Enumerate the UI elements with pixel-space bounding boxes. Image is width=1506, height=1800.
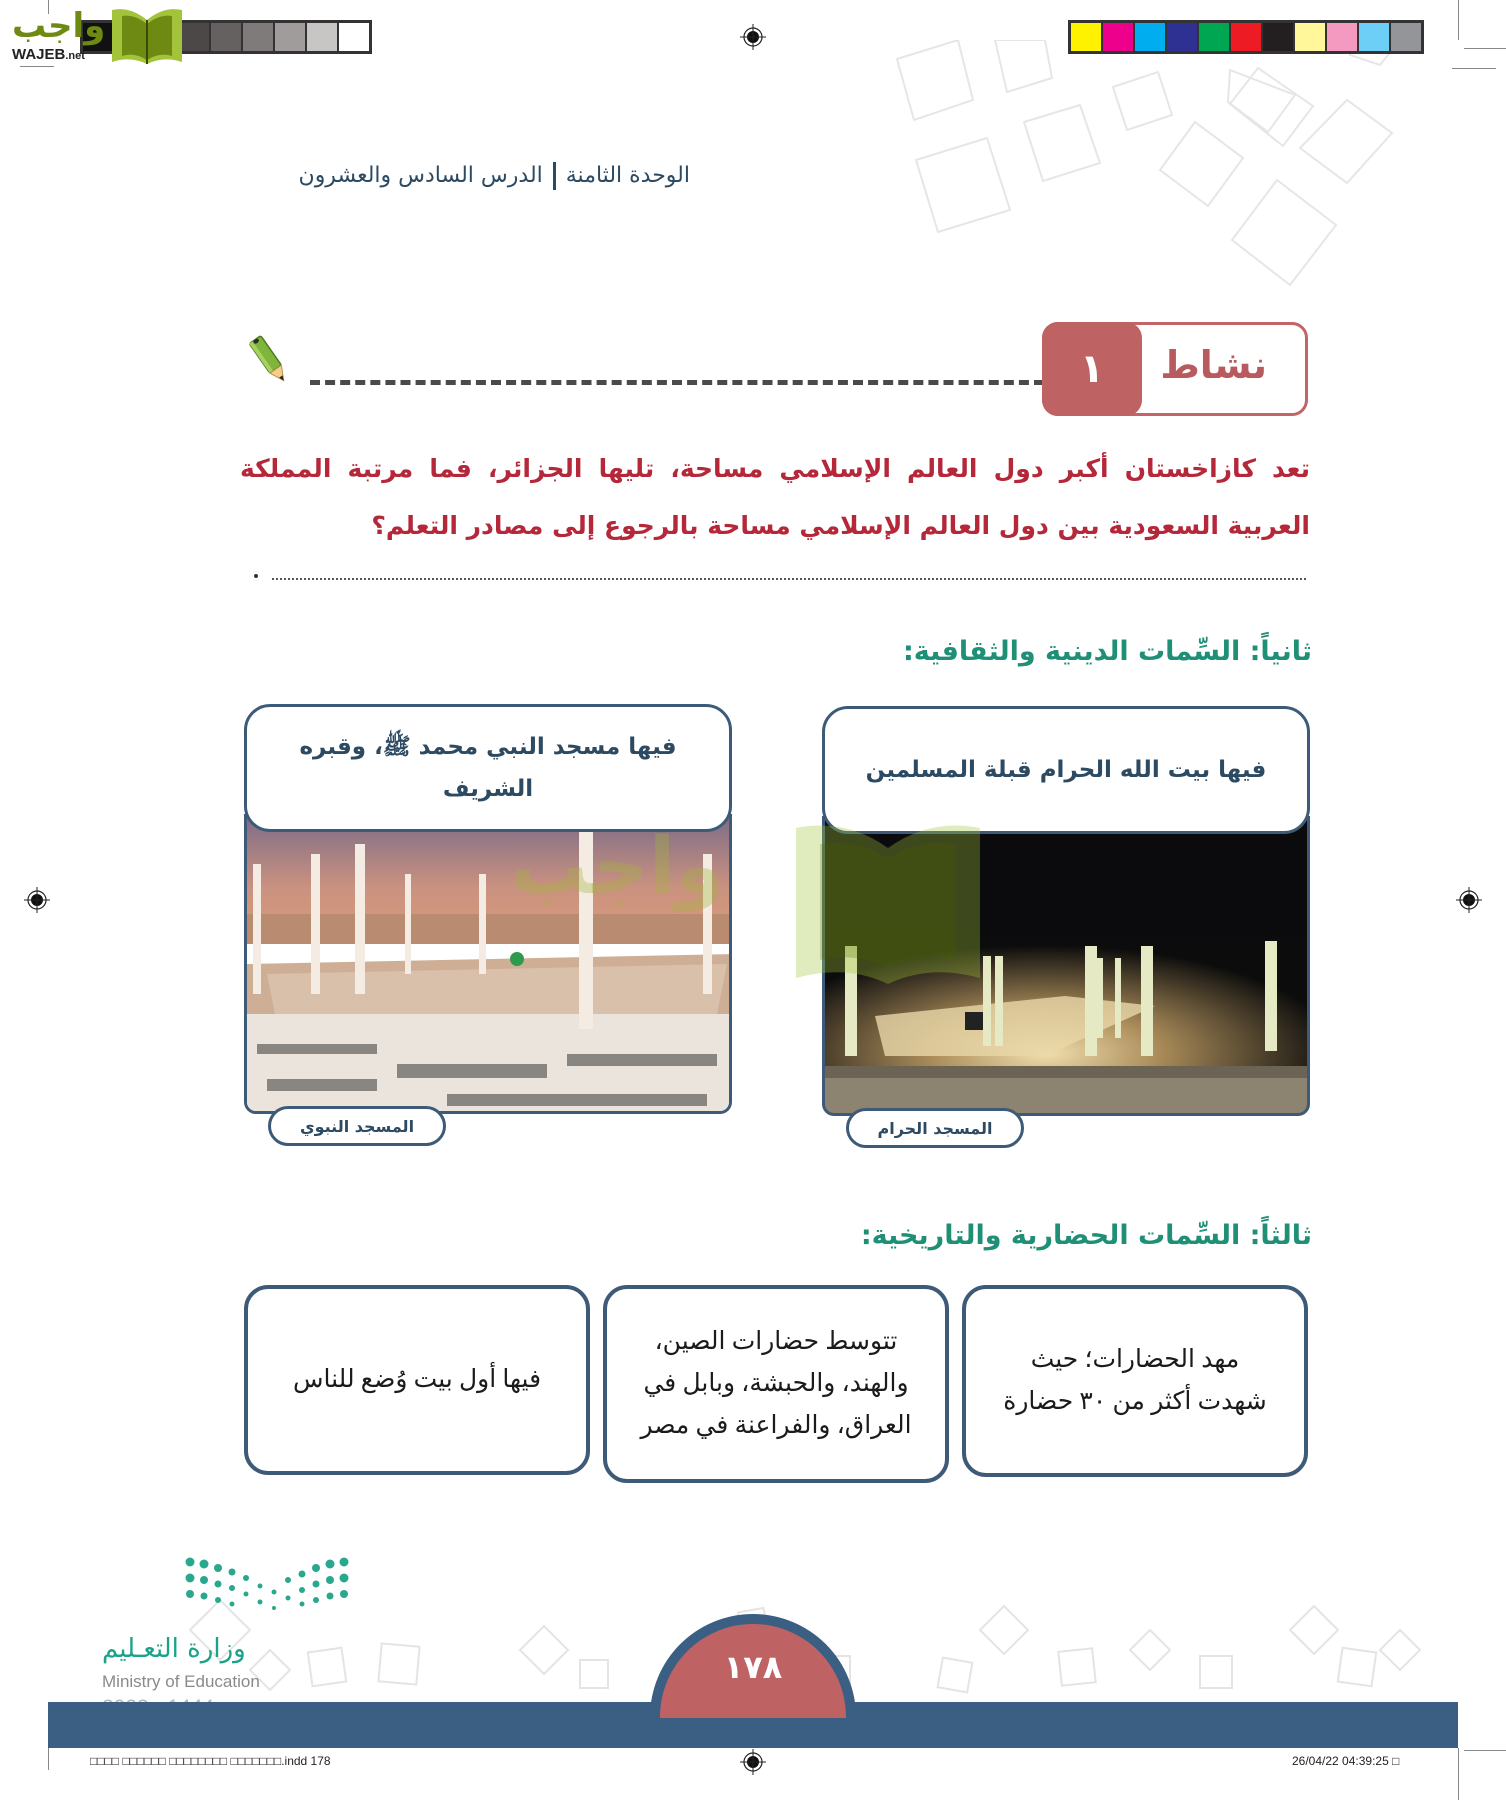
ministry-of-education-logo xyxy=(96,1556,356,1726)
registration-mark-icon xyxy=(24,887,50,913)
photo-label: المسجد النبوي xyxy=(268,1106,446,1146)
breadcrumb-separator xyxy=(553,162,556,190)
wajeb-watermark-text: واجب xyxy=(510,822,725,912)
section-heading-religious-cultural: ثانياً: السِّمات الدينية والثقافية: xyxy=(903,636,1312,667)
crop-mark xyxy=(1458,0,1459,40)
activity-label: نشاط xyxy=(1160,343,1267,387)
registration-mark-icon xyxy=(740,1749,766,1775)
page-number: ١٧٨ xyxy=(723,1648,783,1686)
activity-question: تعد كازاخستان أكبر دول العالم الإسلامي مساحة، تليها الجزائر، فما مرتبة المملكة العربية السعودية بين دول العالم الإسلامي مساحة بالرجوع إلى مصادر التعلم؟ xyxy=(240,454,1310,540)
answer-bullet xyxy=(254,574,258,578)
photo-card-masjid-haram xyxy=(822,706,1310,1156)
lesson-breadcrumb xyxy=(299,162,690,190)
wajeb-logo-arabic: واجب xyxy=(12,6,106,46)
photo-card-masjid-nabawi xyxy=(244,704,732,1154)
print-slug-filename: □□□□ □□□□□□ □□□□□□□□ □□□□□□□.indd 178 xyxy=(90,1754,331,1768)
wajeb-logo-latin: WAJEB.net xyxy=(12,46,85,63)
crop-mark xyxy=(1464,1750,1506,1751)
ministry-name-english: Ministry of Education xyxy=(102,1672,260,1691)
print-slug-timestamp: 26/04/22 04:39:25 □ xyxy=(1292,1754,1400,1768)
masjid-haram-illustration xyxy=(825,816,1310,1116)
section-heading-civilizational-historical: ثالثاً: السِّمات الحضارية والتاريخية: xyxy=(860,1220,1312,1251)
unit-title: الوحدة الثامنة xyxy=(565,163,690,188)
card-caption: فيها بيت الله الحرام قبلة المسلمين xyxy=(822,706,1310,834)
masjid-nabawi-photo xyxy=(244,814,732,1114)
background-square-pattern xyxy=(880,40,1440,300)
masjid-nabawi-illustration xyxy=(247,814,732,1114)
pencil-icon xyxy=(246,330,296,388)
lesson-title: الدرس السادس والعشرون xyxy=(298,163,543,188)
card-caption: فيها مسجد النبي محمد ﷺ، وقبره الشريف xyxy=(244,704,732,832)
page-number-badge xyxy=(650,1614,856,1718)
activity-number: ١ xyxy=(1042,322,1142,416)
dashed-divider xyxy=(310,380,1044,385)
ministry-dots-icon xyxy=(182,1556,352,1612)
photo-label: المسجد الحرام xyxy=(846,1108,1024,1148)
open-book-icon xyxy=(106,6,188,66)
registration-mark-icon xyxy=(1456,887,1482,913)
crop-mark xyxy=(20,66,54,67)
cmyk-color-bar xyxy=(1068,20,1424,54)
answer-line[interactable] xyxy=(272,578,1306,580)
feature-box-cradle-of-civilizations: مهد الحضارات؛ حيث شهدت أكثر من ٣٠ حضارة xyxy=(962,1285,1308,1477)
feature-box-central-location: تتوسط حضارات الصين، والهند، والحبشة، وبابل في العراق، والفراعنة في مصر xyxy=(603,1285,949,1483)
activity-badge xyxy=(1042,322,1308,416)
masjid-haram-photo xyxy=(822,816,1310,1116)
crop-mark xyxy=(1452,68,1496,69)
wajeb-logo xyxy=(0,4,190,66)
ministry-name-arabic: وزارة التعـليم xyxy=(102,1634,246,1664)
crop-mark xyxy=(1458,1748,1459,1800)
crop-mark xyxy=(48,1748,49,1770)
registration-mark-icon xyxy=(740,24,766,50)
crop-mark xyxy=(1464,48,1506,49)
feature-box-first-house: فيها أول بيت وُضع للناس xyxy=(244,1285,590,1475)
